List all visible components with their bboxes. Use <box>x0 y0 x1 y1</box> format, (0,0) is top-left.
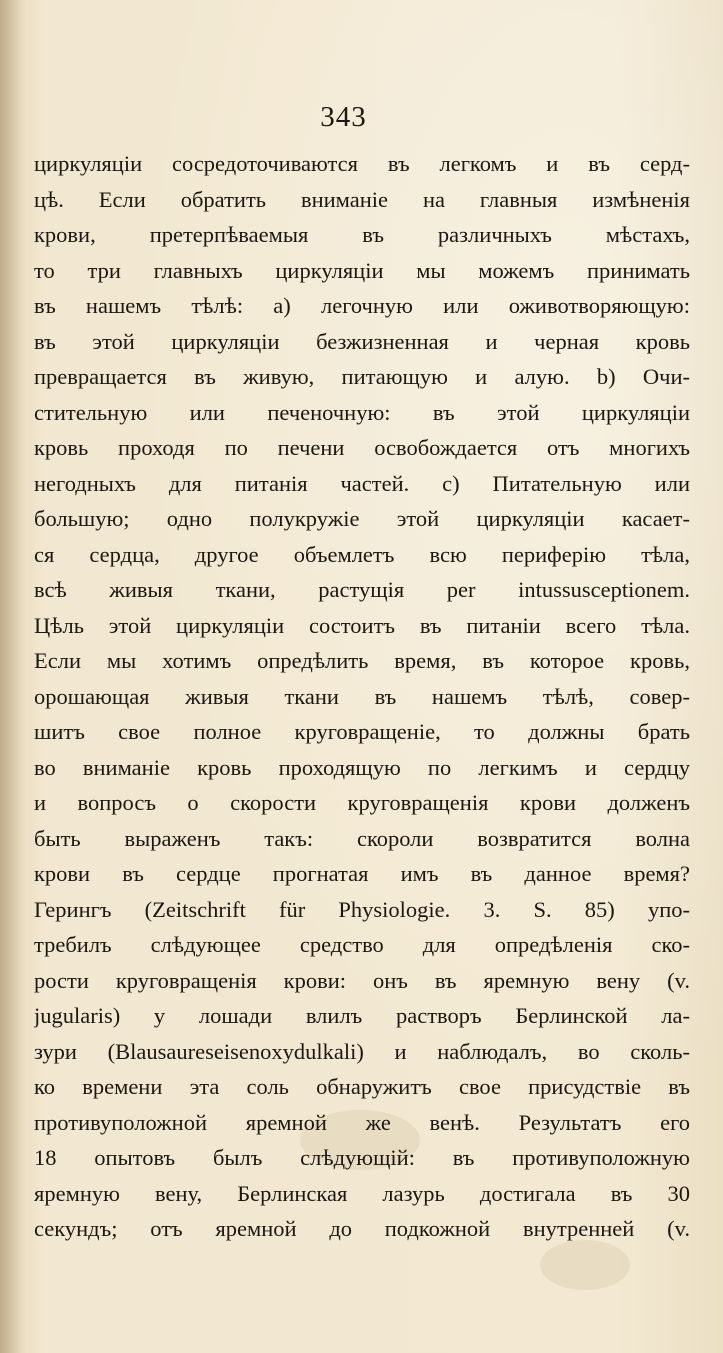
text-line: большую; одно полукружіе этой циркуляціи касает- <box>34 506 690 531</box>
text-line: шитъ свое полное круговращеніе, то должны брать <box>34 719 690 744</box>
text-line: ся сердца, другое объемлетъ всю периферію тѣла, <box>34 541 690 567</box>
text-line: стительную или печеночную: въ этой циркуляціи <box>34 399 690 425</box>
text-line: цѣ. Если обратить вниманіе на главныя измѣненія <box>34 186 690 212</box>
text-line: зури (Blausaureseisenoxydulkali) и наблюдалъ, во сколь- <box>34 1038 690 1064</box>
text-line: рости круговращенія крови: онъ въ яремную вену (v. <box>34 967 690 993</box>
body-text <box>34 146 690 1247</box>
text-line: 18 опытовъ былъ слѣдующій: въ противуположную <box>34 1145 690 1170</box>
text-line: крови, претерпѣваемыя въ различныхъ мѣстахъ, <box>34 222 690 247</box>
text-line: во вниманіе кровь проходящую по легкимъ и сердцу <box>34 754 690 780</box>
text-line: Герингъ (Zeitschrift für Physiologie. 3. S. 85) упо- <box>34 896 690 922</box>
paper-stain <box>540 1240 630 1290</box>
text-line: Если мы хотимъ опредѣлить время, въ которое кровь, <box>34 648 690 673</box>
text-line: то три главныхъ циркуляціи мы можемъ принимать <box>34 257 690 283</box>
text-line: противуположной яремной же венѣ. Результатъ его <box>34 1109 690 1135</box>
text-line: Цѣль этой циркуляціи состоитъ въ питаніи всего тѣла. <box>34 612 690 638</box>
text-line: и вопросъ о скорости круговращенія крови долженъ <box>34 790 690 815</box>
text-line: секундъ; отъ яремной до подкожной внутренней (v. <box>34 1216 690 1241</box>
text-line: ко времени эта соль обнаружитъ свое присудствіе въ <box>34 1074 690 1099</box>
text-line: jugularis) у лошади влилъ растворъ Берлинской ла- <box>34 1003 690 1028</box>
text-line: всѣ живыя ткани, растущія per intussusceptionem. <box>34 577 690 602</box>
text-line: крови въ сердце прогнатая имъ въ данное время? <box>34 861 690 886</box>
page-gutter-shadow <box>0 0 26 1353</box>
text-line: циркуляціи сосредоточиваются въ легкомъ и въ серд- <box>34 151 690 176</box>
text-line: орошающая живыя ткани въ нашемъ тѣлѣ, совер- <box>34 683 690 709</box>
text-line: превращается въ живую, питающую и алую. b) Очи- <box>34 364 690 389</box>
page-number: 343 <box>320 101 367 133</box>
text-line: требилъ слѣдующее средство для опредѣленія ско- <box>34 932 690 957</box>
text-line: въ нашемъ тѣлѣ: а) легочную или оживотворяющую: <box>34 293 690 318</box>
text-line: въ этой циркуляціи безжизненная и черная кровь <box>34 328 690 354</box>
text-line: яремную вену, Берлинская лазурь достигала въ 30 <box>34 1180 690 1206</box>
text-line: кровь проходя по печени освобождается отъ многихъ <box>34 435 690 460</box>
text-line: быть выраженъ такъ: скороли возвратится волна <box>34 825 690 851</box>
text-line: негодныхъ для питанія частей. с) Питательную или <box>34 470 690 496</box>
